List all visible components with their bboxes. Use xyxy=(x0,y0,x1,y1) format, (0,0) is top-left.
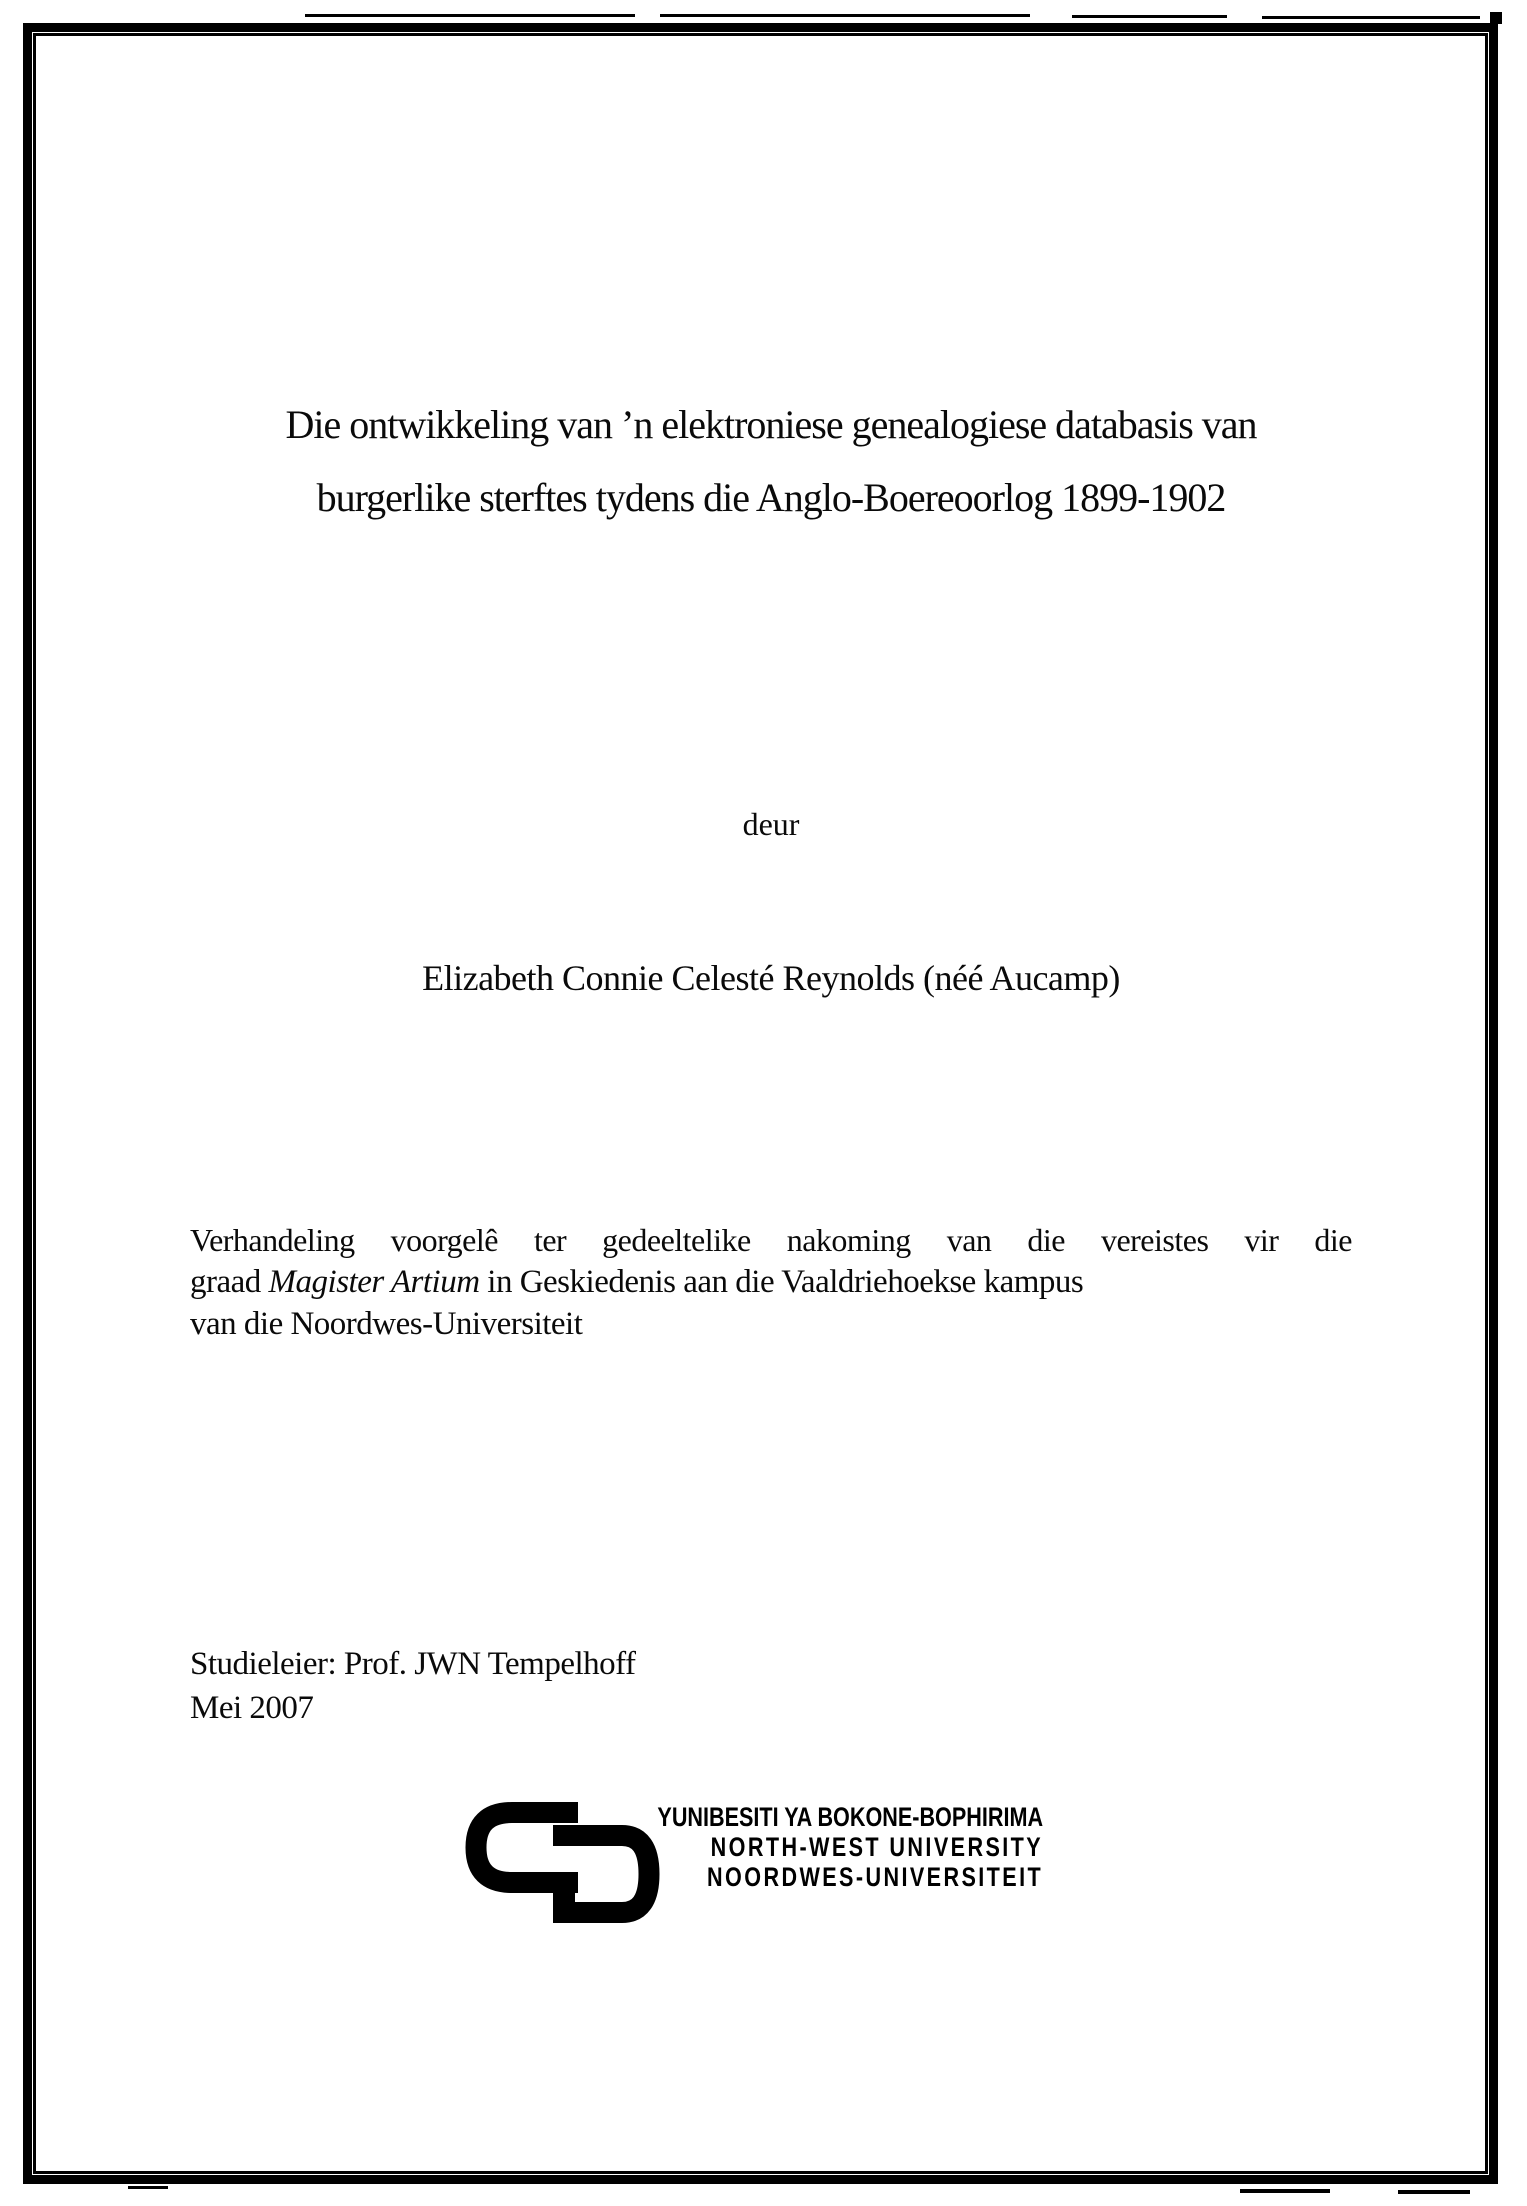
scan-artifact xyxy=(305,14,635,17)
author-name: Elizabeth Connie Celesté Reynolds (néé Aucamp) xyxy=(422,958,1120,998)
title-line-2: burgerlike sterftes tydens die Anglo-Boereoorlog 1899-1902 xyxy=(316,475,1226,520)
byline: deur xyxy=(742,806,800,842)
nwu-logo-icon xyxy=(450,1790,690,1950)
scan-artifact xyxy=(660,14,1030,17)
degree-name-italic: Magister Artium xyxy=(268,1264,480,1300)
date-line: Mei 2007 xyxy=(190,1690,314,1726)
logo-text-afrikaans: NOORDWES-UNIVERSITEIT xyxy=(706,1862,1043,1892)
scan-artifact xyxy=(1398,2190,1470,2194)
supervisor-line: Studieleier: Prof. JWN Tempelhoff xyxy=(190,1646,636,1682)
scan-artifact xyxy=(1262,16,1480,19)
description-line-3: van die Noordwes-Universiteit xyxy=(190,1306,583,1342)
description-line-2 xyxy=(190,1261,1352,1303)
university-logo-text xyxy=(657,1802,1043,1892)
supervisor-block xyxy=(190,1642,636,1730)
description-line-1: Verhandeling voorgelê ter gedeeltelike nakoming van die vereistes vir die xyxy=(190,1222,1352,1258)
description-line-2-pre: graad xyxy=(190,1264,269,1300)
logo-text-setswana: YUNIBESITI YA BOKONE-BOPHIRIMA xyxy=(657,1802,1043,1832)
thesis-description xyxy=(190,1219,1352,1345)
logo-text-english: NORTH-WEST UNIVERSITY xyxy=(710,1832,1043,1862)
title-block xyxy=(190,388,1352,534)
scan-artifact xyxy=(128,2186,168,2189)
description-line-2-post: in Geskiedenis aan die Vaaldriehoekse kampus xyxy=(479,1264,1084,1300)
scan-artifact xyxy=(1240,2189,1330,2193)
title-line-1: Die ontwikkeling van ’n elektroniese genealogiese databasis van xyxy=(285,402,1257,447)
scan-artifact xyxy=(1072,15,1227,18)
